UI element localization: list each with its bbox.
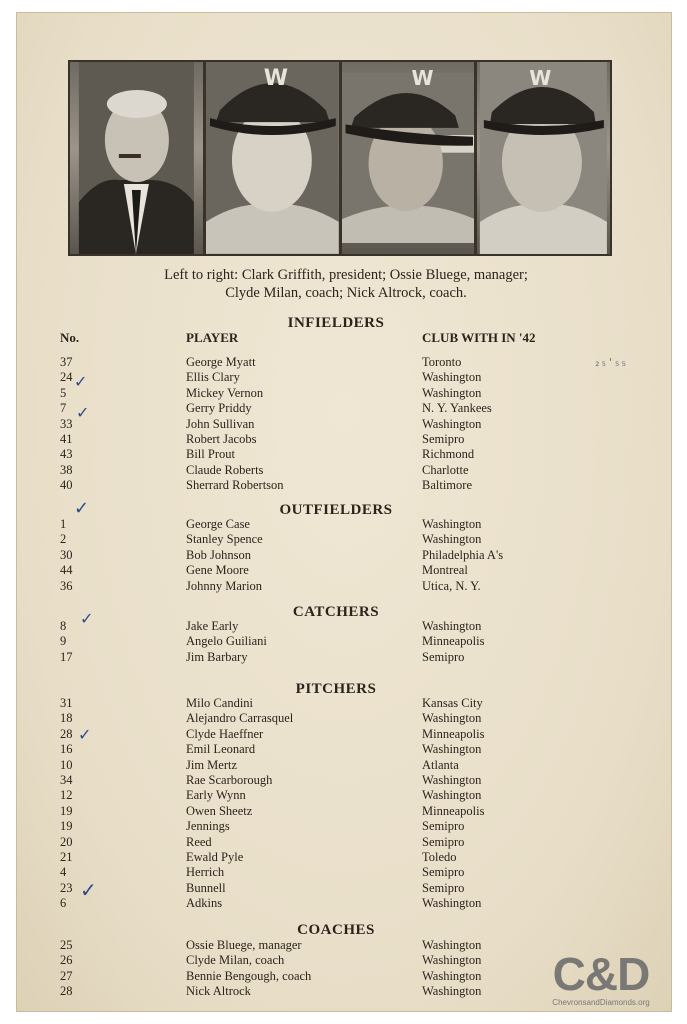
photo-clark-griffith: [70, 62, 203, 254]
player-number: 43: [60, 447, 73, 462]
caption-line-2: Clyde Milan, coach; Nick Altrock, coach.: [225, 285, 467, 301]
player-name: Claude Roberts: [186, 462, 264, 477]
player-number: 33: [60, 416, 73, 431]
table-row: [16, 386, 672, 401]
table-row: [16, 835, 672, 850]
table-row: [16, 727, 672, 742]
player-number: 18: [60, 711, 73, 726]
table-row: [16, 804, 672, 819]
program-page: [16, 12, 672, 1012]
table-row: [16, 865, 672, 880]
table-row: [16, 788, 672, 803]
player-number: 40: [60, 478, 73, 493]
club-name: Washington: [422, 896, 482, 911]
club-name: Philadelphia A's: [422, 547, 504, 562]
player-name: Herrich: [186, 865, 225, 880]
table-row: [16, 634, 672, 649]
club-name: Toledo: [422, 850, 457, 864]
player-name: Adkins: [186, 896, 223, 911]
player-name: Clyde Haeffner: [186, 726, 264, 741]
player-name: Robert Jacobs: [186, 432, 257, 446]
table-row: [16, 650, 672, 665]
club-name: Toronto: [422, 355, 462, 369]
club-name: Washington: [422, 788, 482, 803]
cap-letter: W: [263, 66, 289, 91]
club-name: Washington: [422, 711, 482, 726]
watermark-url: ChevronsandDiamonds.org: [552, 998, 650, 1007]
player-name: Gene Moore: [186, 563, 249, 578]
player-name: Bunnell: [186, 880, 226, 895]
player-number: 26: [60, 953, 73, 968]
player-name: John Sullivan: [186, 416, 255, 431]
player-name: Jennings: [186, 819, 230, 834]
player-name: Clyde Milan, coach: [186, 953, 285, 968]
player-name: Johnny Marion: [186, 578, 263, 593]
table-row: [16, 417, 672, 432]
player-name: Milo Candini: [186, 696, 254, 710]
photo-nick-altrock: [477, 62, 610, 254]
player-number: 12: [60, 788, 73, 803]
table-row: [16, 758, 672, 773]
checkmark-icon: ✓: [74, 372, 88, 391]
player-number: 4: [60, 865, 67, 880]
watermark-logo: [536, 950, 666, 1012]
player-name: Bill Prout: [186, 447, 235, 462]
club-name: Kansas City: [422, 696, 483, 710]
player-number: 24: [60, 370, 73, 385]
checkmark-icon: ✓: [80, 609, 94, 628]
table-row: [16, 711, 672, 726]
player-number: 28: [60, 726, 73, 741]
club-name: Washington: [422, 773, 482, 787]
player-number: 10: [60, 757, 73, 772]
caption-line-1: Left to right: Clark Griffith, president; Ossie Bluege, manager;: [164, 267, 528, 283]
table-row: [16, 447, 672, 462]
club-name: Atlanta: [422, 757, 459, 772]
section-title-outfielders: OUTFIELDERS: [279, 502, 393, 518]
cap-letter: W: [529, 66, 552, 90]
player-number: 44: [60, 563, 73, 578]
portrait-altrock-icon: [477, 62, 610, 254]
table-row: [16, 579, 672, 594]
table-row: [16, 370, 672, 385]
club-name: Semipro: [422, 432, 465, 446]
club-name: N. Y. Yankees: [422, 401, 492, 416]
table-row: [16, 532, 672, 547]
player-number: 8: [60, 619, 67, 633]
player-name: Early Wynn: [186, 788, 246, 803]
player-number: 31: [60, 696, 73, 710]
section-title-catchers: CATCHERS: [292, 604, 380, 620]
table-row: [16, 563, 672, 578]
player-number: 34: [60, 773, 73, 787]
player-name: Jake Early: [186, 619, 239, 633]
player-name: Gerry Priddy: [186, 401, 252, 416]
club-name: Semipro: [422, 819, 465, 834]
club-name: Washington: [422, 517, 482, 531]
player-number: 28: [60, 984, 73, 999]
player-name: Jim Mertz: [186, 757, 238, 772]
player-name: George Case: [186, 517, 250, 531]
player-name: Ossie Bluege, manager: [186, 938, 302, 952]
player-number: 17: [60, 649, 73, 664]
player-name: Reed: [186, 834, 212, 849]
club-name: Minneapolis: [422, 634, 485, 649]
player-number: 16: [60, 742, 73, 757]
portrait-milan-icon: [342, 62, 475, 254]
table-row: [16, 742, 672, 757]
club-name: Semipro: [422, 880, 465, 895]
table-row: [16, 881, 672, 896]
photo-caption: [56, 266, 636, 302]
photo-clyde-milan: [342, 62, 475, 254]
player-number: 25: [60, 938, 73, 952]
player-name: Jim Barbary: [186, 649, 248, 664]
section-title-coaches: COACHES: [297, 922, 375, 938]
table-row: [16, 478, 672, 493]
player-number: 37: [60, 355, 73, 369]
player-name: Nick Altrock: [186, 984, 251, 999]
pencil-note: ₂₅'₅₅: [594, 356, 628, 369]
section-title-pitchers: PITCHERS: [295, 681, 377, 697]
table-row: [16, 517, 672, 532]
player-name: Emil Leonard: [186, 742, 256, 757]
club-name: Washington: [422, 619, 482, 633]
player-name: Owen Sheetz: [186, 803, 253, 818]
table-row: [16, 850, 672, 865]
table-row: [16, 696, 672, 711]
club-name: Washington: [422, 984, 482, 999]
checkmark-icon: ✓: [78, 725, 92, 744]
player-number: 30: [60, 547, 73, 562]
club-name: Washington: [422, 953, 482, 968]
portrait-griffith-icon: [70, 62, 203, 254]
player-name: Rae Scarborough: [186, 773, 273, 787]
club-name: Washington: [422, 938, 482, 952]
club-name: Semipro: [422, 649, 465, 664]
table-row: [16, 819, 672, 834]
checkmark-icon: ✓: [76, 403, 90, 422]
club-name: Washington: [422, 385, 482, 400]
club-name: Washington: [422, 416, 482, 431]
club-name: Washington: [422, 370, 482, 385]
club-name: Utica, N. Y.: [422, 578, 481, 593]
player-number: 1: [60, 517, 67, 531]
photo-ossie-bluege: [206, 62, 339, 254]
club-name: Minneapolis: [422, 803, 485, 818]
club-name: Semipro: [422, 865, 465, 880]
watermark-mark: C&D: [552, 948, 650, 1000]
player-number: 19: [60, 803, 73, 818]
club-name: Baltimore: [422, 478, 472, 493]
checkmark-icon: ✓: [74, 498, 90, 519]
player-number: 27: [60, 968, 73, 983]
checkmark-icon: ✓: [80, 878, 97, 902]
table-row: [16, 773, 672, 788]
club-name: Minneapolis: [422, 726, 485, 741]
cap-letter: W: [411, 66, 434, 90]
player-number: 21: [60, 850, 73, 864]
club-name: Richmond: [422, 447, 475, 462]
table-row: [16, 896, 672, 911]
player-number: 41: [60, 432, 73, 446]
player-number: 2: [60, 532, 67, 547]
player-name: Bob Johnson: [186, 547, 251, 562]
club-name: Montreal: [422, 563, 468, 578]
player-number: 6: [60, 896, 67, 911]
player-number: 20: [60, 834, 73, 849]
player-number: 38: [60, 462, 73, 477]
table-row: [16, 432, 672, 447]
table-row: [16, 548, 672, 563]
header-player: PLAYER: [186, 330, 239, 345]
club-name: Charlotte: [422, 462, 469, 477]
player-name: Bennie Bengough, coach: [186, 968, 312, 983]
player-number: 23: [60, 880, 73, 895]
club-name: Washington: [422, 532, 482, 547]
player-name: Stanley Spence: [186, 532, 263, 547]
club-name: Washington: [422, 968, 482, 983]
player-name: Ellis Clary: [186, 370, 240, 385]
player-name: Mickey Vernon: [186, 385, 264, 400]
player-number: 7: [60, 401, 67, 416]
header-no: No.: [60, 330, 80, 345]
player-number: 19: [60, 819, 73, 834]
club-name: Washington: [422, 742, 482, 757]
player-name: Angelo Guiliani: [186, 634, 267, 649]
player-number: 5: [60, 385, 67, 400]
header-club: CLUB WITH IN '42: [422, 330, 536, 345]
photo-strip: [68, 60, 612, 256]
player-number: 9: [60, 634, 67, 649]
table-row: [16, 619, 672, 634]
player-name: Alejandro Carrasquel: [186, 711, 294, 726]
player-name: Sherrard Robertson: [186, 478, 284, 493]
table-row: [16, 355, 672, 370]
player-number: 36: [60, 578, 73, 593]
table-row: [16, 401, 672, 416]
club-name: Semipro: [422, 834, 465, 849]
section-title-infielders: INFIELDERS: [287, 315, 385, 331]
player-name: George Myatt: [186, 355, 256, 369]
table-row: [16, 463, 672, 478]
player-name: Ewald Pyle: [186, 850, 244, 864]
